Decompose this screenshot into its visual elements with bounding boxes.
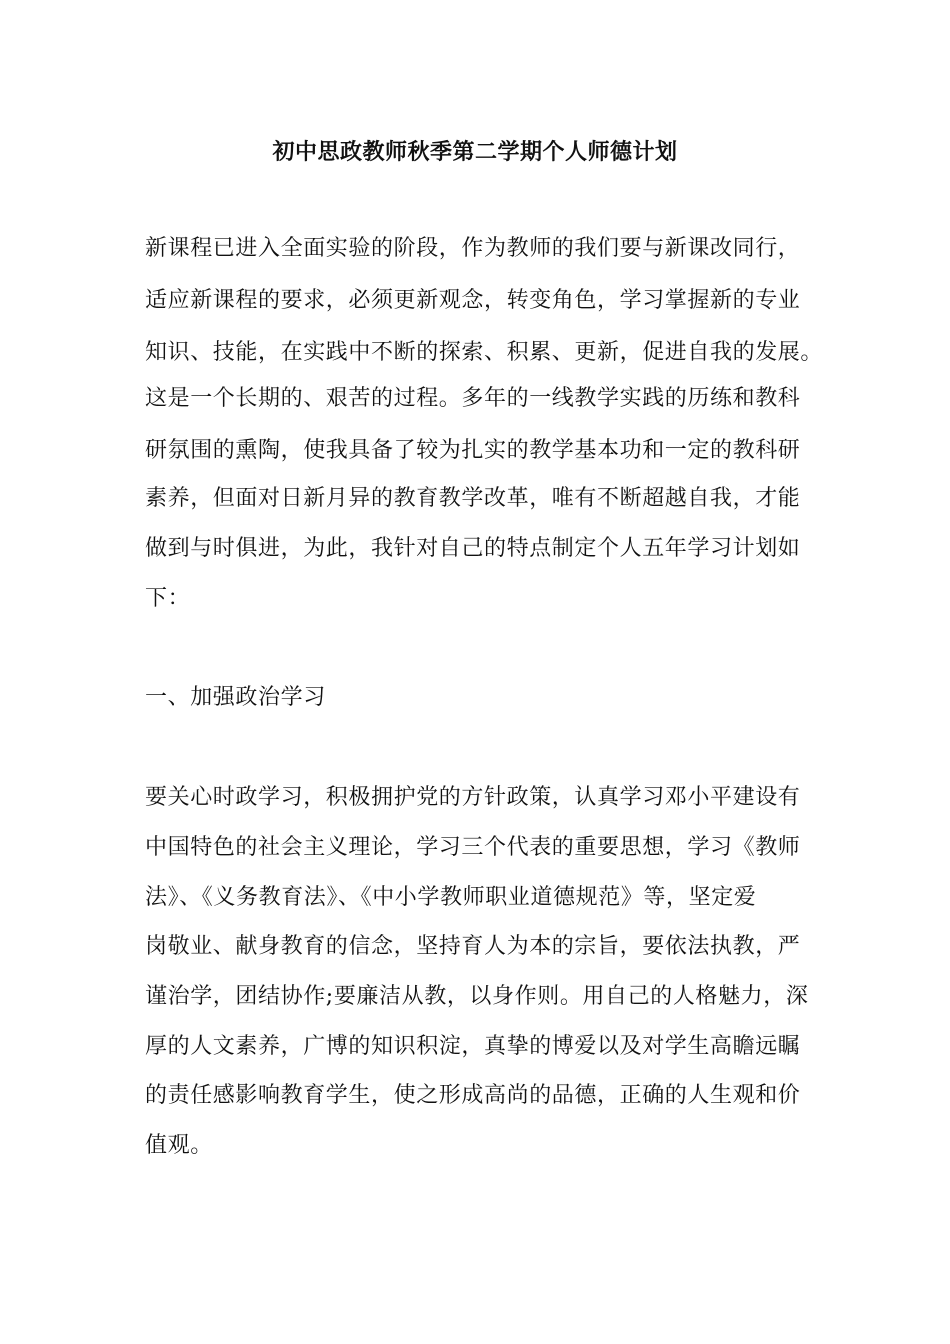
section-line: 岗敬业、献身教育的信念，坚持育人为本的宗旨，要依法执教，严: [145, 934, 801, 959]
section-line: 值观。: [145, 1133, 213, 1158]
document-title: 初中思政教师秋季第二学期个人师德计划: [272, 139, 678, 165]
intro-line: 素养，但面对日新月异的教育教学改革，唯有不断超越自我，才能: [145, 486, 801, 511]
section-line: 的责任感影响教育学生，使之形成高尚的品德，正确的人生观和价: [145, 1083, 801, 1108]
section-line: 厚的人文素养，广博的知识积淀，真挚的博爱以及对学生高瞻远瞩: [145, 1034, 801, 1059]
section-line: 要关心时政学习，积极拥护党的方针政策，认真学习邓小平建设有: [145, 785, 801, 810]
intro-line: 研氛围的熏陶，使我具备了较为扎实的教学基本功和一定的教科研: [145, 438, 801, 463]
intro-line: 知识、技能，在实践中不断的探索、积累、更新，促进自我的发展。: [145, 340, 824, 365]
section-line: 法》、《义务教育法》、《中小学教师职业道德规范》等，坚定爱: [145, 885, 757, 910]
intro-line: 这是一个长期的、艰苦的过程。多年的一线教学实践的历练和教科: [145, 386, 801, 411]
intro-line: 做到与时俱进，为此，我针对自己的特点制定个人五年学习计划如: [145, 536, 801, 561]
intro-line: 适应新课程的要求，必须更新观念，转变角色，学习掌握新的专业: [145, 288, 801, 313]
section-heading: 一、加强政治学习: [145, 685, 326, 710]
section-line: 谨治学，团结协作;要廉洁从教，以身作则。用自己的人格魅力，深: [145, 984, 809, 1009]
intro-line: 下：: [145, 586, 191, 611]
section-line: 中国特色的社会主义理论，学习三个代表的重要思想，学习《教师: [145, 835, 801, 860]
intro-line: 新课程已进入全面实验的阶段，作为教师的我们要与新课改同行，: [145, 236, 801, 261]
